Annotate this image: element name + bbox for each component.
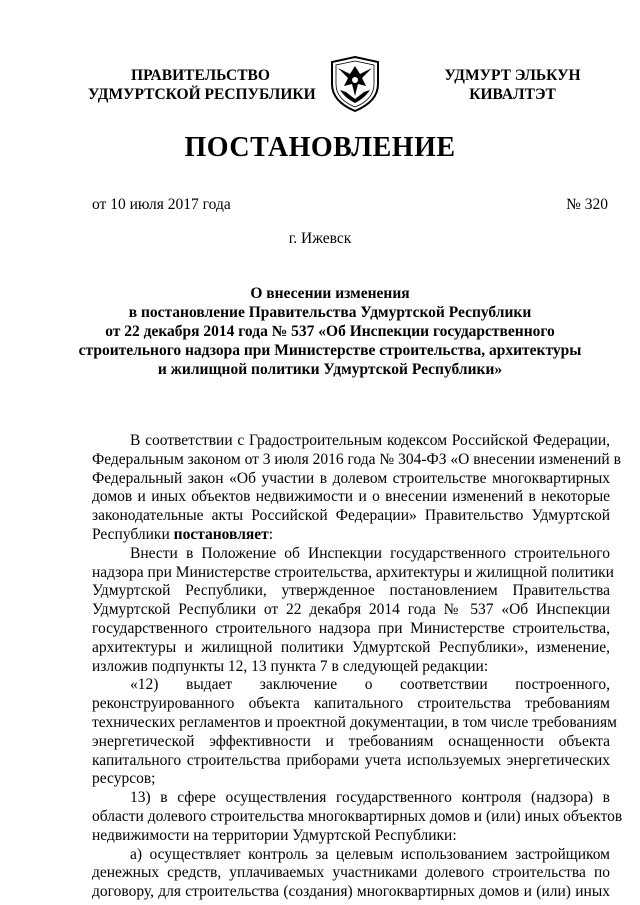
body-line: недвижимости на территории Удмуртской Республики:: [92, 826, 457, 844]
body-line: Удмуртской Республики, утвержденное постановлением Правительства: [92, 582, 610, 600]
paragraph-item-13a: [92, 846, 610, 902]
body-line: надзора при Министерстве строительства, архитектуры и жилищной политики: [92, 563, 614, 581]
document-body: [92, 432, 623, 902]
issuer-name-russian: [88, 66, 316, 104]
paragraph-item-12: [92, 676, 617, 789]
issuer-line: ПРАВИТЕЛЬСТВО: [131, 67, 270, 84]
body-line: ресурсов;: [92, 770, 156, 788]
body-line: капитального строительства приборами учета используемых энергетических: [92, 751, 610, 769]
body-line: 13) в сфере осуществления государственного контроля (надзора) в: [130, 789, 610, 807]
body-line: Внести в Положение об Инспекции государственного строительного: [130, 544, 610, 562]
title-line: строительного надзора при Министерстве строительства, архитектуры: [78, 342, 582, 359]
title-line: и жилищной политики Удмуртской Республики»: [157, 361, 503, 378]
body-line: реконструированного объекта капитального строительства требованиям: [92, 695, 610, 713]
title-line: в постановление Правительства Удмуртской Республики: [128, 304, 532, 321]
body-text: Республики: [92, 525, 174, 543]
body-line: Удмуртской Республики от 22 декабря 2014 года № 537 «Об Инспекции: [92, 601, 610, 619]
paragraph-amendment: [92, 544, 614, 677]
issuer-line: КИВАЛТЭТ: [469, 86, 556, 103]
issuer-line: УДМУРТСКОЙ РЕСПУБЛИКИ: [88, 86, 316, 103]
title-line: О внесении изменения: [250, 285, 410, 302]
document-date: от 10 июля 2017 года: [92, 196, 231, 213]
document-title: [40, 284, 620, 379]
paragraph-preamble: [92, 432, 621, 545]
issuer-line: УДМУРТ ЭЛЬКУН: [444, 67, 581, 84]
body-line: договору, для строительства (создания) многоквартирных домов и (или) иных: [92, 883, 610, 901]
document-number: № 320: [566, 196, 608, 213]
body-line: архитектуры и жилищной политики Удмуртской Республики», изменение,: [92, 638, 610, 656]
body-text: :: [268, 525, 274, 543]
body-line: а) осуществляет контроль за целевым использованием застройщиком: [130, 845, 610, 863]
body-line: государственного строительного надзора при Министерстве строительства,: [92, 619, 610, 637]
document-type: ПОСТАНОВЛЕНИЕ: [184, 132, 456, 163]
body-line: изложив подпункты 12, 13 пункта 7 в следующей редакции:: [92, 657, 489, 675]
body-line: денежных средств, уплачиваемых участниками долевого строительства по: [92, 864, 610, 882]
body-line: «12) выдает заключение о соответствии построенного,: [130, 676, 610, 694]
body-line: области долевого строительства многоквартирных домов и (или) иных объектов: [92, 807, 623, 825]
body-line: Федеральный закон «Об участии в долевом строительстве многоквартирных: [92, 469, 610, 487]
body-line: энергетической эффективности и требованиям оснащенности объекта: [92, 732, 610, 750]
document-city: г. Ижевск: [288, 230, 352, 247]
issuer-name-udmurt: [425, 66, 600, 104]
body-line: В соответствии с Градостроительным кодексом Российской Федерации,: [130, 432, 610, 449]
udmurt-coat-of-arms-icon: [330, 56, 380, 112]
body-line: Федеральным законом от 3 июля 2016 года № 304-ФЗ «О внесении изменений в: [92, 450, 621, 468]
body-line: технических регламентов и проектной документации, в том числе требованиям: [92, 713, 617, 731]
body-line: [92, 526, 610, 545]
resolution-word: постановляет: [173, 525, 269, 543]
title-line: от 22 декабря 2014 года № 537 «Об Инспекции государственного: [105, 323, 555, 340]
body-line: законодательные акты Российской Федерации» Правительство Удмуртской: [92, 507, 610, 525]
body-line: домов и иных объектов недвижимости и о внесении изменений в некоторые: [92, 488, 610, 506]
paragraph-item-13: [92, 789, 623, 845]
